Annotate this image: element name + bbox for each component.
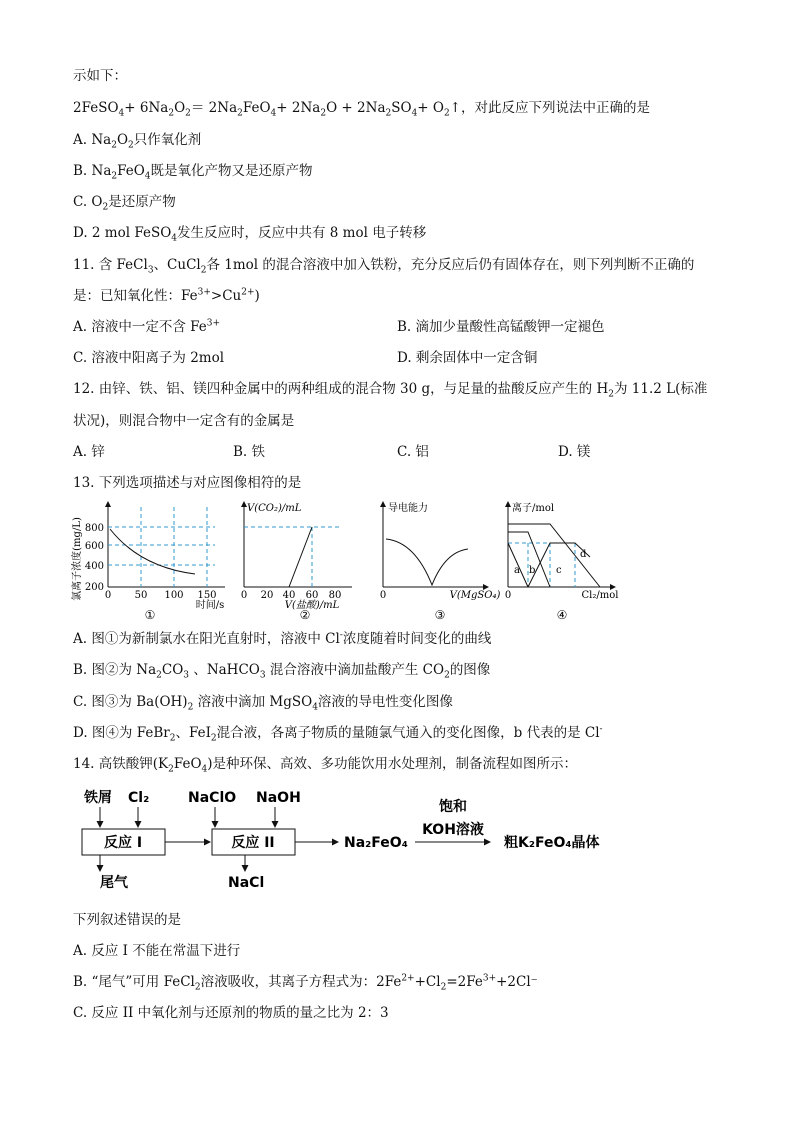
graph1-xtick: 100 (164, 590, 184, 601)
graph3-xlabel: V(MgSO₄) (449, 590, 501, 601)
graph1-xtick: 150 (197, 590, 217, 601)
graph4-xlabel: Cl₂/mol (581, 590, 619, 601)
graph1-ylabel: 氯离子浓度(mg/L) (72, 517, 83, 601)
flow-output-nacl: NaCl (228, 875, 265, 891)
flow-box1-label: 反应 I (103, 835, 143, 851)
intro-line: 示如下： (73, 68, 127, 84)
graph2-xtick: 0 (240, 590, 248, 601)
graph4-ylabel: 离子/mol (512, 503, 555, 514)
q13-stem: 13. 下列选项描述与对应图像相符的是 (73, 475, 302, 491)
flow-condition-2: KOH溶液 (422, 822, 484, 838)
graph4-label-d: d (580, 549, 587, 560)
flow-input-iron: 铁屑 (84, 790, 112, 806)
graph2-xtick: 40 (282, 590, 296, 601)
graph2-xtick: 20 (260, 590, 274, 601)
graph2-xtick: 80 (328, 590, 342, 601)
q14-question: 下列叙述错误的是 (73, 912, 181, 928)
flow-condition-1: 饱和 (439, 799, 467, 815)
q14-option-b: B. “尾气”可用 FeCl$_2$溶液吸收，其离子方程式为：$2Fe^{2+}+Cl_2=2Fe^{3+}+2Cl^-$ (73, 973, 538, 993)
q12-option-a: A. 锌 (73, 444, 105, 460)
graph-2 (241, 502, 352, 622)
flow-input-naoh: NaOH (256, 790, 301, 806)
graph4-number: ④ (556, 608, 568, 622)
q14-option-a: A. 反应 I 不能在常温下进行 (73, 943, 241, 959)
q13-option-a: A. 图①为新制氯水在阳光直射时，溶液中 Cl-浓度随着时间变化的曲线 (73, 630, 492, 647)
q11-option-a: A. 溶液中一定不含 $Fe^{3+}$ (73, 318, 221, 335)
flow-input-naclo: NaClO (188, 790, 237, 806)
graph4-label-a: a (514, 565, 520, 576)
graph-4 (505, 501, 619, 622)
graph2-xtick: 60 (305, 590, 319, 601)
q14-stem: 14. 高铁酸钾$(K_2FeO_4)$是种环保、高效、多功能饮用水处理剂，制备流程如图所示： (73, 756, 578, 775)
graph1-number: ① (144, 608, 156, 622)
q10-option-c: C. $O_2$是还原产物 (73, 194, 176, 213)
graph4-label-c: c (556, 565, 562, 576)
flow-output-tailgas: 尾气 (100, 875, 128, 891)
graph1-ytick: 800 (84, 523, 104, 534)
graph3-curve (386, 539, 468, 585)
q11-option-d: D. 剩余固体中一定含铜 (397, 350, 538, 366)
graph1-ytick: 400 (84, 561, 104, 572)
q13-option-b: B. 图②为 $Na_2CO_3$ 、NaHCO$_3$ 混合溶液中滴加盐酸产生 $CO_2$的图像 (73, 662, 491, 681)
q13-graphs (70, 497, 630, 625)
flow-input-cl2: Cl₂ (128, 790, 150, 806)
graph-1 (70, 502, 225, 622)
graph1-xtick: 50 (134, 590, 148, 601)
flow-final: 粗K₂FeO₄晶体 (504, 835, 600, 851)
q12-option-c: C. 铝 (397, 444, 429, 460)
graph1-curve (110, 529, 195, 574)
q10-option-b: B. $Na_2FeO_4$既是氧化产物又是还原产物 (73, 163, 313, 182)
q11-stem-line1: 11. 含 FeCl$_3$、CuCl$_2$各 1mol 的混合溶液中加入铁粉，充分反应后仍有固体存在，则下列判断不正确的 (73, 257, 695, 276)
q10-option-a: A. $Na_2O_2$只作氧化剂 (73, 132, 202, 151)
q14-flowchart (70, 785, 630, 895)
q13-option-c: C. 图③为 $Ba(OH)_2$ 溶液中滴加 MgSO$_4$溶液的导电性变化图像 (73, 694, 453, 713)
q11-stem-line2: 是：已知氧化性：$Fe^{3+}>Cu^{2+}$) (73, 287, 260, 304)
q10-option-d: D. 2 mol FeSO$_4$发生反应时，反应中共有 8 mol 电子转移 (73, 225, 427, 244)
q11-option-b: B. 滴加少量酸性高锰酸钾一定褪色 (397, 319, 605, 335)
graph3-x0: 0 (379, 590, 387, 601)
graph4-line (508, 532, 550, 587)
q11-option-c: C. 溶液中阳离子为 2mol (73, 350, 225, 366)
graph2-xlabel: V(盐酸)/mL (284, 600, 340, 611)
graph4-label-b: b (529, 565, 536, 576)
graph2-line (289, 527, 312, 587)
graph1-xlabel: 时间/s (195, 600, 225, 611)
graph-3 (380, 501, 501, 622)
q14-option-c: C. 反应 II 中氧化剂与还原剂的物质的量之比为 2：3 (73, 1005, 389, 1021)
graph3-number: ③ (434, 608, 446, 622)
q12-stem-line2: 状况)，则混合物中一定含有的金属是 (73, 413, 295, 429)
q12-option-d: D. 镁 (558, 444, 591, 460)
q13-option-d: D. 图④为 FeBr$_2$、FeI$_2$混合液，各离子物质的量随氯气通入的变化图像，b 代表的是 Cl- (73, 724, 603, 744)
graph1-ytick: 600 (84, 541, 104, 552)
graph3-ylabel: 导电能力 (388, 503, 428, 514)
graph2-number: ② (299, 608, 311, 622)
graph1-xtick: 0 (104, 590, 112, 601)
graph4-x0: 0 (504, 590, 512, 601)
q12-option-b: B. 铁 (233, 444, 266, 460)
q12-stem-line1: 12. 由锌、铁、铝、镁四种金属中的两种组成的混合物 30 g，与足量的盐酸反应产生的 $H_2$为 11.2 L(标准 (73, 381, 708, 400)
q10-equation: 2FeSO$_4$+ $6Na_2O_2= 2Na_2FeO_4+ 2Na_2O + 2Na_2SO_4+$ $O_2↑$，对此反应下列说法中正确的是 (73, 100, 651, 119)
flow-box2-label: 反应 II (231, 835, 275, 851)
flow-product: Na₂FeO₄ (344, 835, 408, 851)
graph1-ytick: 200 (84, 582, 104, 593)
graph2-ylabel: V(CO₂)/mL (247, 503, 302, 514)
